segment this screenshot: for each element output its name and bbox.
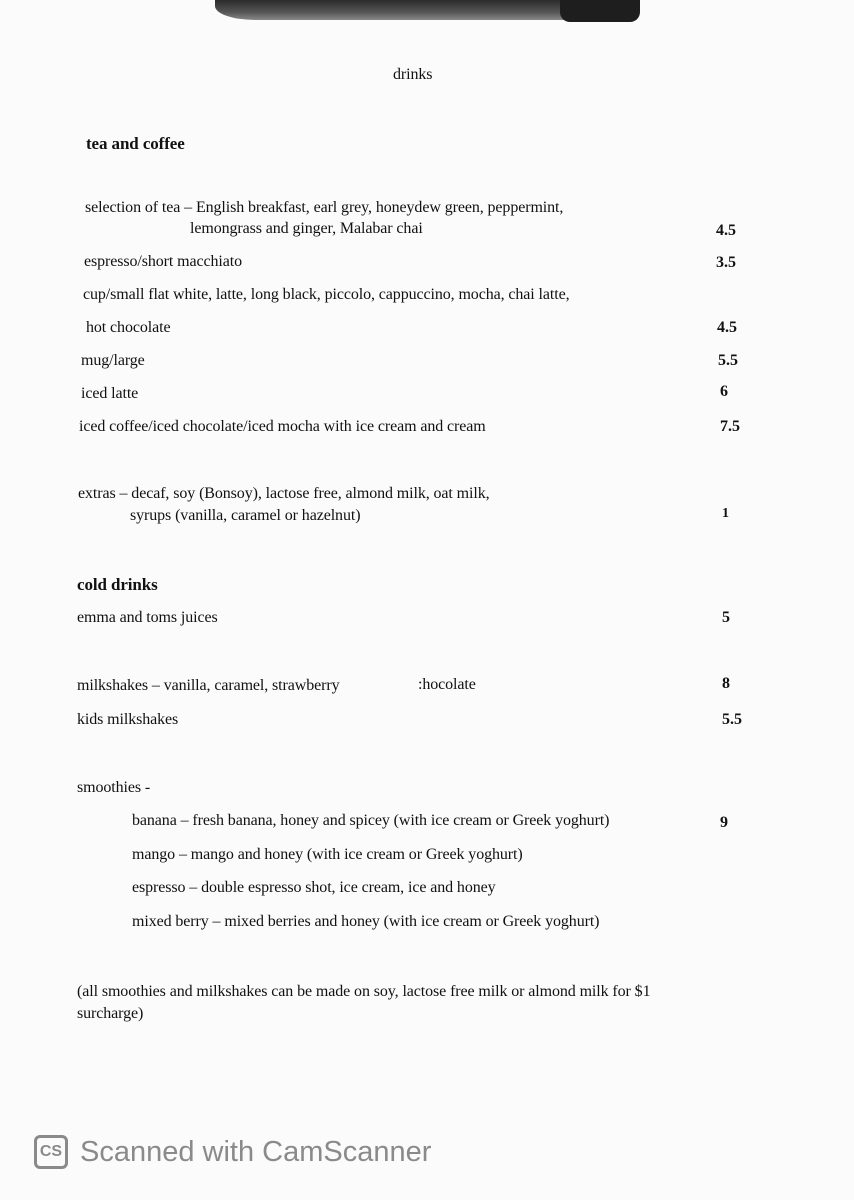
- menu-item-kids-milkshakes: kids milkshakes: [77, 711, 179, 728]
- footnote-line-2: surcharge): [77, 1005, 144, 1022]
- price-espresso: 3.5: [716, 254, 736, 271]
- smoothie-banana: banana – fresh banana, honey and spicey (with ice cream or Greek yoghurt): [132, 812, 610, 829]
- price-mug-large: 5.5: [718, 352, 738, 369]
- binder-clip-end: [560, 0, 640, 22]
- price-smoothies: 9: [720, 814, 728, 831]
- menu-item-iced-latte: iced latte: [81, 385, 139, 402]
- section-heading-cold-drinks: cold drinks: [77, 575, 158, 594]
- menu-item-mug-large: mug/large: [81, 352, 145, 369]
- price-cup-small: 4.5: [717, 319, 737, 336]
- menu-item-cup-small: cup/small flat white, latte, long black, piccolo, cappuccino, mocha, chai latte,: [83, 286, 570, 303]
- menu-item-iced-coffee: iced coffee/iced chocolate/iced mocha with ice cream and cream: [79, 418, 486, 435]
- page-title: drinks: [393, 66, 433, 83]
- smoothies-heading: smoothies -: [77, 779, 151, 796]
- camscanner-logo-icon: CS: [34, 1135, 68, 1169]
- menu-item-milkshakes-tail: :hocolate: [418, 676, 476, 693]
- menu-item-cup-small-cont: hot chocolate: [86, 319, 171, 336]
- smoothie-mango: mango – mango and honey (with ice cream or Greek yoghurt): [132, 846, 523, 863]
- footnote-line-1: (all smoothies and milkshakes can be made on soy, lactose free milk or almond milk for $1: [77, 983, 651, 1000]
- price-juices: 5: [722, 609, 730, 626]
- camscanner-watermark: [34, 1132, 431, 1172]
- section-heading-tea-coffee: tea and coffee: [86, 134, 185, 153]
- price-milkshakes: 8: [722, 675, 730, 692]
- price-kids-milkshakes: 5.5: [722, 711, 742, 728]
- menu-item-tea-cont: lemongrass and ginger, Malabar chai: [190, 220, 423, 237]
- menu-item-juices: emma and toms juices: [77, 609, 218, 626]
- price-iced-latte: 6: [720, 383, 728, 400]
- smoothie-mixed-berry: mixed berry – mixed berries and honey (with ice cream or Greek yoghurt): [132, 913, 600, 930]
- menu-item-espresso: espresso/short macchiato: [84, 253, 242, 270]
- menu-item-milkshakes: milkshakes – vanilla, caramel, strawberry: [77, 677, 340, 694]
- watermark-text: Scanned with CamScanner: [80, 1135, 432, 1168]
- price-extras: 1: [722, 506, 729, 521]
- menu-item-tea: selection of tea – English breakfast, earl grey, honeydew green, peppermint,: [85, 199, 564, 216]
- price-iced-coffee: 7.5: [720, 418, 740, 435]
- extras-line-2: syrups (vanilla, caramel or hazelnut): [130, 507, 361, 524]
- extras-line-1: extras – decaf, soy (Bonsoy), lactose free, almond milk, oat milk,: [78, 485, 490, 502]
- smoothie-espresso: espresso – double espresso shot, ice cream, ice and honey: [132, 879, 496, 896]
- price-tea: 4.5: [716, 222, 736, 239]
